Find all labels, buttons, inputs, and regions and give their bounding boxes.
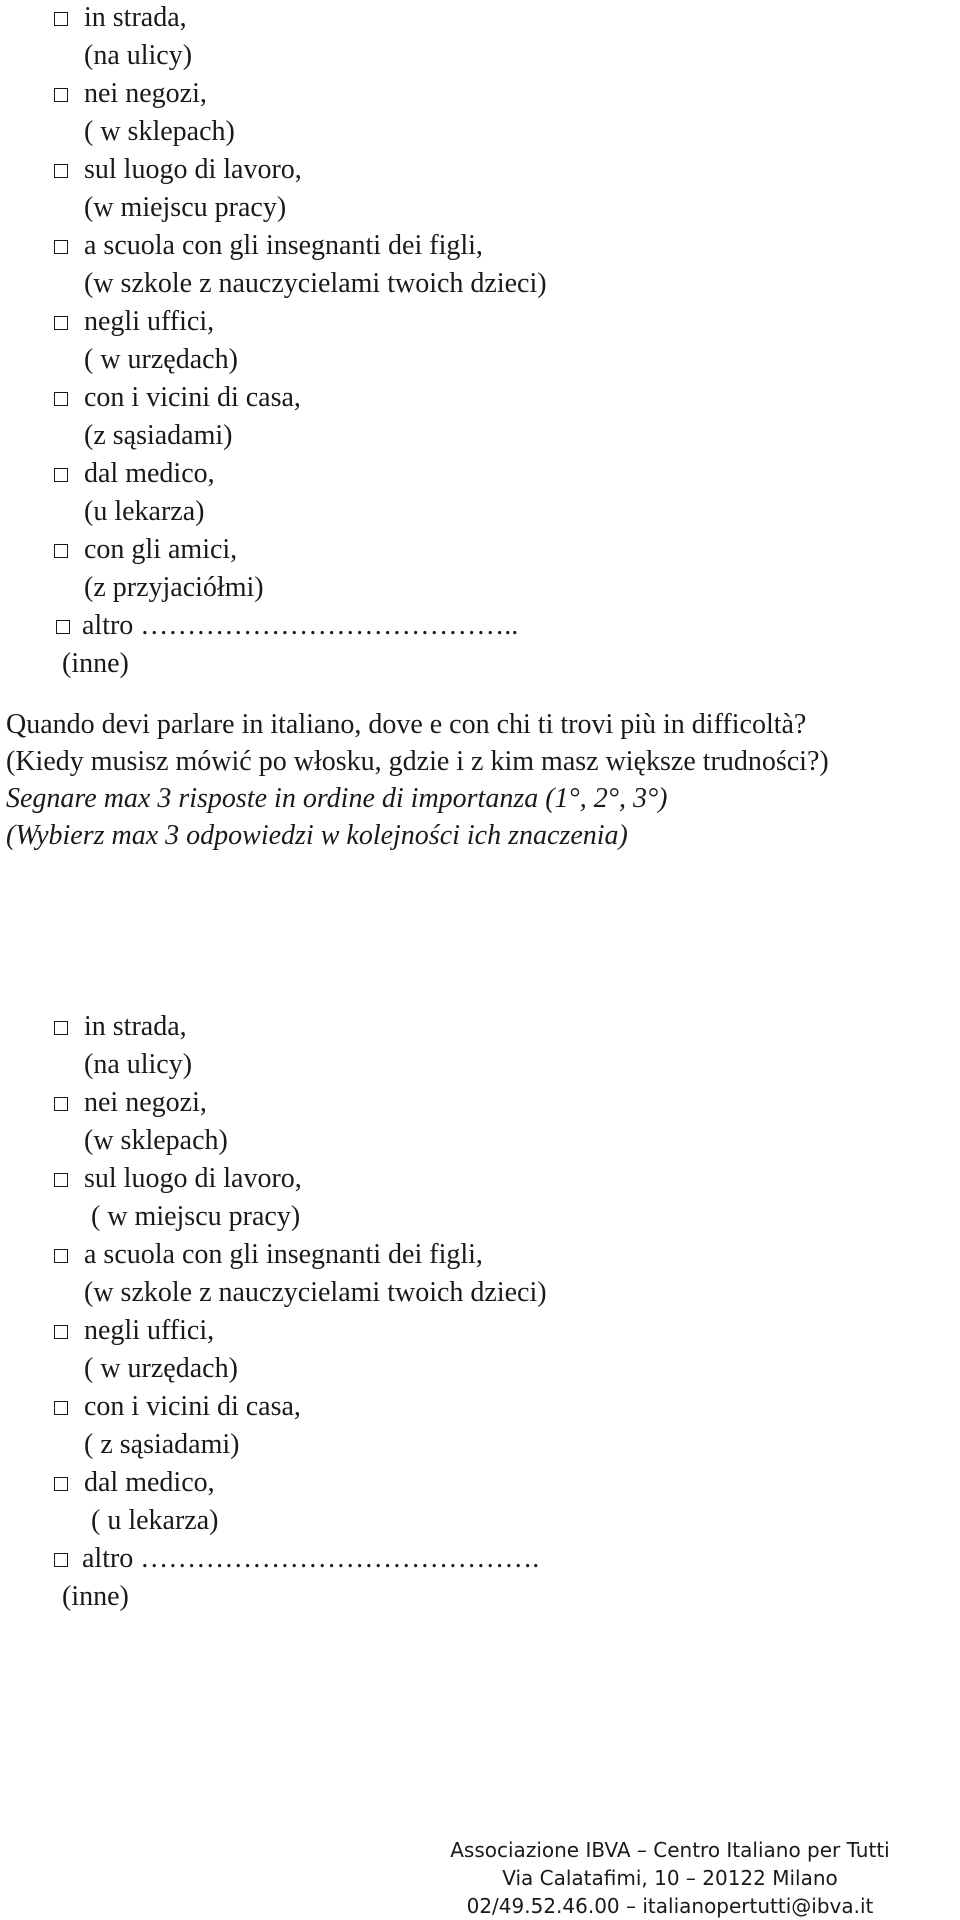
checkbox[interactable] — [54, 1173, 68, 1187]
option-nei-negozi — [0, 1085, 960, 1161]
option-label-pl: ( w urzędach) — [84, 344, 238, 375]
option-label-pl: ( w miejscu pracy) — [84, 1201, 301, 1232]
checkbox[interactable] — [54, 1249, 68, 1263]
option-label-it: negli uffici, — [84, 1315, 215, 1346]
option-label-pl: ( w sklepach) — [84, 116, 235, 147]
checkbox[interactable] — [54, 1401, 68, 1415]
option-label-it: altro ……………………………………. — [82, 1543, 540, 1574]
options-list-difficulty — [0, 1009, 960, 1617]
footer-contact: 02/49.52.46.00 – italianopertutti@ibva.it — [466, 1894, 874, 1918]
option-label-pl: ( u lekarza) — [84, 1505, 219, 1536]
instruction-text-it: Segnare max 3 risposte in ordine di importanza (1°, 2°, 3°) — [6, 783, 668, 814]
checkbox[interactable] — [54, 164, 68, 178]
option-label-pl: (w szkole z nauczycielami twoich dzieci) — [84, 268, 547, 299]
option-label-pl: ( z sąsiadami) — [84, 1429, 240, 1460]
option-label-pl: (na ulicy) — [84, 40, 193, 71]
option-luogo-di-lavoro — [0, 152, 960, 228]
option-label-it: dal medico, — [84, 458, 215, 489]
checkbox[interactable] — [56, 620, 70, 634]
option-nei-negozi — [0, 76, 960, 152]
option-label-it: nei negozi, — [84, 78, 207, 109]
option-label-it: con i vicini di casa, — [84, 382, 301, 413]
option-label-it: dal medico, — [84, 1467, 215, 1498]
option-scuola — [0, 228, 960, 304]
checkbox[interactable] — [54, 88, 68, 102]
option-label-it: sul luogo di lavoro, — [84, 1163, 302, 1194]
option-medico — [0, 456, 960, 532]
checkbox[interactable] — [54, 468, 68, 482]
option-label-it: a scuola con gli insegnanti dei figli, — [84, 230, 483, 261]
option-amici — [0, 532, 960, 608]
option-in-strada — [0, 1009, 960, 1085]
checkbox[interactable] — [54, 1097, 68, 1111]
option-medico — [0, 1465, 960, 1541]
option-label-it: nei negozi, — [84, 1087, 207, 1118]
option-label-pl: (w szkole z nauczycielami twoich dzieci) — [84, 1277, 547, 1308]
option-label-it: in strada, — [84, 1011, 187, 1042]
option-uffici — [0, 304, 960, 380]
options-list-where — [0, 0, 960, 684]
option-scuola — [0, 1237, 960, 1313]
option-vicini — [0, 380, 960, 456]
checkbox[interactable] — [54, 240, 68, 254]
footer — [420, 1836, 920, 1920]
option-in-strada — [0, 0, 960, 76]
footer-address: Via Calatafimi, 10 – 20122 Milano — [502, 1866, 838, 1890]
option-label-it: negli uffici, — [84, 306, 215, 337]
instruction-text-pl: (Wybierz max 3 odpowiedzi w kolejności ich znaczenia) — [6, 820, 628, 851]
checkbox[interactable] — [54, 544, 68, 558]
option-label-pl: (z sąsiadami) — [84, 420, 233, 451]
footer-organization: Associazione IBVA – Centro Italiano per Tutti — [450, 1838, 890, 1862]
option-label-pl: ( w urzędach) — [84, 1353, 238, 1384]
checkbox[interactable] — [54, 1553, 68, 1567]
option-label-it: sul luogo di lavoro, — [84, 154, 302, 185]
question-text-pl: (Kiedy musisz mówić po włosku, gdzie i z kim masz większe trudności?) — [6, 746, 829, 777]
question-text-it: Quando devi parlare in italiano, dove e con chi ti trovi più in difficoltà? — [6, 709, 807, 740]
checkbox[interactable] — [54, 1477, 68, 1491]
option-label-pl: (w sklepach) — [84, 1125, 228, 1156]
checkbox[interactable] — [54, 316, 68, 330]
option-label-pl: (w miejscu pracy) — [84, 192, 287, 223]
option-label-pl: (u lekarza) — [84, 496, 205, 527]
option-label-pl: (na ulicy) — [84, 1049, 193, 1080]
checkbox[interactable] — [54, 1325, 68, 1339]
option-altro — [0, 608, 960, 684]
option-label-pl: (z przyjaciółmi) — [84, 572, 264, 603]
question-block — [6, 706, 956, 854]
option-altro — [0, 1541, 960, 1617]
option-vicini — [0, 1389, 960, 1465]
option-label-it: altro ………………………………….. — [82, 610, 519, 641]
option-luogo-di-lavoro — [0, 1161, 960, 1237]
checkbox[interactable] — [54, 1021, 68, 1035]
option-uffici — [0, 1313, 960, 1389]
option-label-it: in strada, — [84, 2, 187, 33]
option-label-it: a scuola con gli insegnanti dei figli, — [84, 1239, 483, 1270]
option-label-pl: (inne) — [62, 1581, 129, 1612]
option-label-it: con gli amici, — [84, 534, 238, 565]
checkbox[interactable] — [54, 12, 68, 26]
checkbox[interactable] — [54, 392, 68, 406]
option-label-pl: (inne) — [62, 648, 129, 679]
option-label-it: con i vicini di casa, — [84, 1391, 301, 1422]
